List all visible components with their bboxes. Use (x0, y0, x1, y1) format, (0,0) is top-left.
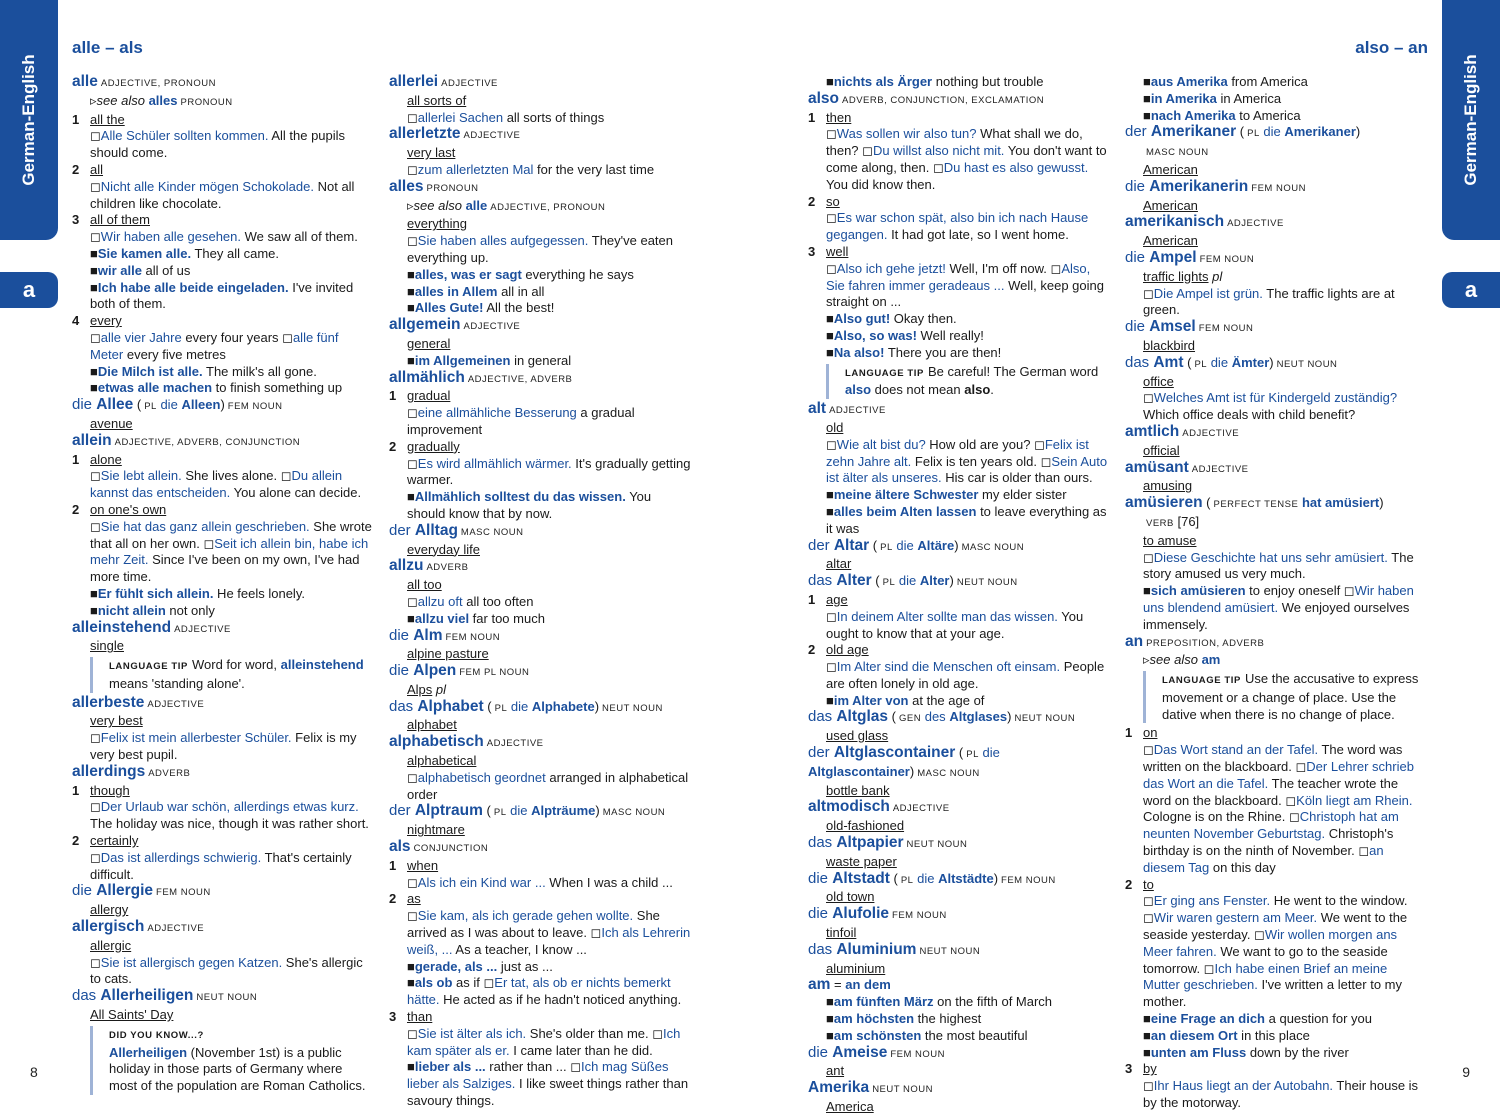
dictionary-line: ◻Wir haben alle gesehen. We saw all of them. (90, 229, 358, 245)
dictionary-line: ■Alles Gute! All the best! (407, 300, 555, 316)
dictionary-line: ◻Der Urlaub war schön, allerdings etwas kurz. The holiday was nice, though it was rather short. (90, 799, 369, 832)
dictionary-line: ◻Es war schon spät, also bin ich nach Hause gegangen. It had got late, so I went home. (826, 210, 1089, 243)
dictionary-line: das Altglas ( GEN des Altglases) NEUT NOUN (808, 708, 1076, 726)
dictionary-line: ◻Als ich ein Kind war ... When I was a child ... (407, 874, 673, 890)
dictionary-line: 2 gradually (389, 438, 460, 454)
dictionary-line: ◻Ihr Haus liegt an der Autobahn. Their house is by the motorway. (1143, 1078, 1419, 1111)
dictionary-line: 4 every (72, 313, 122, 329)
dictionary-line: ■in Amerika in America (1143, 90, 1282, 106)
dictionary-line: American (1143, 161, 1198, 177)
dictionary-line: ◻allerlei Sachen all sorts of things (407, 109, 605, 125)
dictionary-line: 1 alone (72, 451, 122, 467)
side-tab-label: German-English (1461, 54, 1480, 186)
dictionary-line: aluminium (826, 960, 886, 976)
dictionary-line: die Alpen FEM PL NOUN (389, 662, 530, 680)
dictionary-column-4 (1125, 74, 1427, 1111)
dictionary-line: LANGUAGE TIP Be careful! The German word also does not mean also. (808, 364, 1110, 400)
dictionary-line: ◻Felix ist mein allerbester Schüler. Felix is my very best pupil. (90, 730, 357, 763)
dictionary-line: all sorts of (407, 92, 467, 108)
dictionary-line: ■allzu viel far too much (407, 610, 545, 626)
dictionary-line: ◻alle vier Jahre every four years ◻alle fünf Meter every five metres (90, 329, 339, 362)
dictionary-line: ■Na also! There you are then! (826, 344, 1002, 360)
dictionary-line: 1 though (72, 782, 130, 798)
dictionary-line: ◻Sie ist allergisch gegen Katzen. She's allergic to cats. (90, 954, 363, 987)
dictionary-line: ◻Es wird allmählich wärmer. It's gradually getting warmer. (407, 455, 691, 488)
dictionary-line: allergy (90, 902, 129, 918)
dictionary-line: old-fashioned (826, 818, 905, 834)
dictionary-line: die Alufolie FEM NOUN (808, 905, 947, 923)
dictionary-line: ◻allzu oft all too often (407, 593, 534, 609)
dictionary-line: das Alter ( PL die Alter) NEUT NOUN (808, 572, 1018, 590)
dictionary-line: ▹see also am (1143, 652, 1221, 668)
dictionary-line: ◻In deinem Alter sollte man das wissen. You ought to know that at your age. (826, 608, 1084, 641)
dictionary-line: das Amt ( PL die Ämter) NEUT NOUN (1125, 353, 1338, 371)
dictionary-line: 2 as (389, 891, 421, 907)
dictionary-line: ■etwas alle machen to finish something up (90, 380, 343, 396)
dictionary-line: die Allee ( PL die Alleen) FEM NOUN (72, 396, 283, 414)
dictionary-line: America (826, 1099, 874, 1115)
dictionary-line: ■am höchsten the highest (826, 1011, 982, 1027)
dictionary-line: to amuse (1143, 532, 1197, 548)
dictionary-line: ◻Das ist allerdings schwierig. That's certainly difficult. (90, 849, 352, 882)
dictionary-line: 2 certainly (72, 833, 139, 849)
dictionary-line: 3 all of them (72, 212, 150, 228)
dictionary-line: amerikanisch ADJECTIVE (1125, 213, 1284, 231)
dictionary-line: everything (407, 216, 467, 232)
dictionary-line: 1 all the (72, 111, 125, 127)
page-number-right: 9 (1462, 1064, 1470, 1080)
dictionary-line: ◻Was sollen wir also tun? What shall we do, then? ◻Du willst also nicht mit. You don't want to come along, then. ◻Du hast es also gewusst. You did know then. (826, 126, 1107, 192)
dictionary-line: 3 well (808, 243, 849, 259)
dictionary-line: VERB [76] (1146, 513, 1200, 529)
side-tab-label: German-English (19, 54, 38, 186)
dictionary-line: official (1143, 442, 1180, 458)
dictionary-line: alleinstehend ADJECTIVE (72, 618, 231, 636)
dictionary-line: Alps pl (407, 681, 447, 697)
dictionary-line: ■alles, was er sagt everything he says (407, 266, 634, 282)
dictionary-line: ■nichts als Ärger nothing but trouble (826, 74, 1044, 89)
dictionary-line: allergic (90, 937, 132, 953)
dictionary-line: an PREPOSITION, ADVERB (1125, 632, 1265, 650)
dictionary-line: also ADVERB, CONJUNCTION, EXCLAMATION (808, 89, 1045, 107)
letter-tab-right: a (1442, 272, 1500, 308)
dictionary-line: alles PRONOUN (389, 177, 479, 195)
dictionary-line: very last (407, 145, 456, 161)
dictionary-line: tinfoil (826, 925, 857, 941)
dictionary-line: allerdings ADVERB (72, 762, 191, 780)
dictionary-line: ◻Sie lebt allein. She lives alone. ◻Du allein kannst das entscheiden. You alone can decide. (90, 468, 362, 501)
dictionary-line: ▹see also alle ADJECTIVE, PRONOUN (407, 197, 606, 213)
dictionary-line: MASC NOUN (1146, 147, 1209, 159)
dictionary-line: LANGUAGE TIP Word for word, alleinstehend means 'standing alone'. (72, 657, 374, 693)
dictionary-line: used glass (826, 728, 889, 744)
dictionary-line: American (1143, 233, 1198, 249)
dictionary-line: LANGUAGE TIP Use the accusative to express movement or a change of place. Use the dative when there is no change of place. (1125, 671, 1427, 723)
dictionary-line: 2 all (72, 161, 104, 177)
dictionary-line: ◻Sie haben alles aufgegessen. They've eaten everything up. (407, 233, 674, 265)
dictionary-line: 3 by (1125, 1061, 1157, 1077)
dictionary-line: alle ADJECTIVE, PRONOUN (72, 73, 216, 90)
dictionary-line: alpine pasture (407, 646, 489, 662)
dictionary-line: everyday life (407, 541, 480, 557)
dictionary-line: der Alptraum ( PL die Alpträume) MASC NOUN (389, 802, 666, 820)
dictionary-line: ■im Allgemeinen in general (407, 352, 572, 368)
dictionary-line: ◻Wie alt bist du? How old are you? ◻Felix ist zehn Jahre alt. Felix is ten years old. ◻Sein Auto ist älter als unseres. His car is older than ours. (826, 436, 1108, 486)
dictionary-line: 2 on one's own (72, 501, 167, 517)
dictionary-line: general (407, 335, 451, 351)
dictionary-line: das Alphabet ( PL die Alphabete) NEUT NOUN (389, 697, 663, 715)
dictionary-line: der Amerikaner ( PL die Amerikaner) (1125, 123, 1361, 141)
dictionary-column-1 (72, 73, 374, 1094)
dictionary-line: ■Also gut! Okay then. (826, 311, 957, 327)
dictionary-line: allmählich ADJECTIVE, ADVERB (389, 368, 573, 386)
dictionary-line: der Alltag MASC NOUN (389, 521, 524, 539)
dictionary-line: ■nicht allein not only (90, 602, 215, 618)
dictionary-line: 3 than (389, 1009, 433, 1025)
dictionary-line: ◻Sie kam, als ich gerade gehen wollte. She arrived as I was about to leave. ◻Ich als Lehrerin weiß, ... As a teacher, I know ... (407, 908, 691, 957)
dictionary-line: das Aluminium NEUT NOUN (808, 940, 981, 958)
dictionary-line: ◻Nicht alle Kinder mögen Schokolade. Not all children like chocolate. (90, 178, 355, 211)
dictionary-line: ◻zum allerletzten Mal for the very last time (407, 161, 655, 177)
dictionary-line: der Altglascontainer ( PL die Altglascontainer) MASC NOUN (808, 744, 1000, 779)
dictionary-line: ◻Er ging ans Fenster. He went to the window. ◻Wir waren gestern am Meer. We went to the seaside yesterday. ◻Wir wollen morgen ans Meer fahren. We want to go to the seaside tomorrow. ◻Ich habe einen Brief an meine Mutter geschrieben. I've written a letter to my mother. (1143, 893, 1408, 1010)
letter-tab-left: a (0, 272, 58, 308)
dictionary-line: allerlei ADJECTIVE (389, 73, 498, 90)
dictionary-line: die Ampel FEM NOUN (1125, 248, 1255, 266)
dictionary-column-3 (808, 74, 1110, 1115)
dictionary-line: ◻Alle Schüler sollten kommen. All the pupils should come. (90, 128, 346, 161)
dictionary-line: ◻Im Alter sind die Menschen oft einsam. People are often lonely in old age. (826, 659, 1105, 691)
dictionary-line: Amerika NEUT NOUN (808, 1079, 933, 1097)
dictionary-line: altar (826, 556, 852, 572)
dictionary-line: ■alles beim Alten lassen to leave everything as it was (826, 503, 1107, 536)
dictionary-line: alt ADJECTIVE (808, 400, 886, 418)
dictionary-line: altmodisch ADJECTIVE (808, 798, 950, 816)
dictionary-line: ◻Sie ist älter als ich. She's older than me. ◻Ich kam später als er. I came later than he did. (407, 1025, 681, 1058)
dictionary-line: ■Er fühlt sich allein. He feels lonely. (90, 585, 305, 601)
dictionary-line: ◻Die Ampel ist grün. The traffic lights are at green. (1143, 285, 1395, 318)
running-head-right: also – an (1355, 38, 1428, 57)
dictionary-line: ■alles in Allem all in all (407, 283, 545, 299)
dictionary-line: ■Sie kamen alle. They all came. (90, 245, 280, 261)
dictionary-line: nightmare (407, 822, 465, 838)
dictionary-line: als CONJUNCTION (389, 838, 489, 856)
dictionary-line: waste paper (826, 853, 897, 869)
dictionary-line: ■lieber als ... rather than ... ◻Ich mag Süßes lieber als Salziges. I like sweet things rather than savoury things. (407, 1059, 689, 1109)
dictionary-line: ◻Diese Geschichte hat uns sehr amüsiert. The story amused us very much. (1143, 549, 1414, 582)
dictionary-line: die Amerikanerin FEM NOUN (1125, 177, 1306, 195)
dictionary-line: ◻Welches Amt ist für Kindergeld zuständig? Which office deals with child benefit? (1143, 390, 1398, 423)
dictionary-line: am = an dem (808, 976, 891, 994)
dictionary-line: avenue (90, 415, 133, 431)
dictionary-line: ant (826, 1063, 845, 1079)
dictionary-line: ■Die Milch ist alle. The milk's all gone. (90, 363, 317, 379)
dictionary-line: alphabetisch ADJECTIVE (389, 733, 544, 751)
dictionary-line: office (1143, 373, 1174, 389)
dictionary-line: ■Allmählich solltest du das wissen. You should know that by now. (407, 489, 652, 521)
dictionary-line: das Altpapier NEUT NOUN (808, 834, 968, 852)
dictionary-line: ■als ob as if ◻Er tat, als ob er nichts bemerkt hätte. He acted as if he hadn't noticed anything. (407, 975, 682, 1008)
dictionary-line: DID YOU KNOW...? Allerheiligen (November 1st) is a public holiday in those parts of Germany where most of the population are Roman Catholics. (72, 1026, 374, 1095)
dictionary-line: die Amsel FEM NOUN (1125, 318, 1254, 336)
dictionary-line: der Altar ( PL die Altäre) MASC NOUN (808, 536, 1025, 554)
dictionary-line: ■gerade, als ... just as ... (407, 958, 553, 974)
dictionary-line: amusing (1143, 478, 1193, 494)
dictionary-line: very best (90, 713, 143, 729)
dictionary-line: single (90, 638, 124, 654)
dictionary-line: 1 gradual (389, 388, 451, 404)
dictionary-column-2 (389, 73, 691, 1109)
dictionary-line: ■sich amüsieren to enjoy oneself ◻Wir haben uns blendend amüsiert. We enjoyed ourselves immensely. (1143, 583, 1414, 632)
dictionary-line: die Allergie FEM NOUN (72, 882, 211, 900)
dictionary-line: ■wir alle all of us (90, 262, 191, 278)
dictionary-line: alphabet (407, 717, 457, 733)
dictionary-line: allerletzte ADJECTIVE (389, 125, 521, 143)
dictionary-line: ■aus Amerika from America (1143, 74, 1308, 89)
dictionary-line: ■unten am Fluss down by the river (1143, 1044, 1349, 1060)
dictionary-line: 2 so (808, 193, 840, 209)
dictionary-line: American (1143, 197, 1198, 213)
dictionary-line: 1 when (389, 857, 439, 873)
side-tab-right (1442, 0, 1500, 240)
dictionary-line: die Alm FEM NOUN (389, 626, 501, 644)
dictionary-line: bottle bank (826, 782, 890, 798)
dictionary-line: ■an diesem Ort in this place (1143, 1027, 1310, 1043)
dictionary-line: ▹see also alles PRONOUN (90, 92, 233, 108)
dictionary-line: ◻eine allmähliche Besserung a gradual improvement (407, 405, 635, 437)
dictionary-line: das Allerheiligen NEUT NOUN (72, 987, 258, 1005)
dictionary-line: allgemein ADJECTIVE (389, 316, 521, 334)
dictionary-line: amtlich ADJECTIVE (1125, 422, 1240, 440)
dictionary-line: old town (826, 889, 875, 905)
dictionary-line: all too (407, 577, 442, 593)
running-head-left: alle – als (72, 38, 143, 57)
dictionary-line: ◻Sie hat das ganz allein geschrieben. She wrote that all on her own. ◻Seit ich allein bin, habe ich mehr Zeit. Since I've been on my own, I've had more time. (90, 518, 372, 585)
dictionary-line: amüsieren ( PERFECT TENSE hat amüsiert) (1125, 494, 1384, 512)
dictionary-line: old (826, 419, 844, 435)
dictionary-line: ◻alphabetisch geordnet arranged in alphabetical order (407, 769, 689, 802)
dictionary-line: die Altstadt ( PL die Altstädte) FEM NOUN (808, 869, 1056, 887)
dictionary-line: ■am fünften März on the fifth of March (826, 994, 1053, 1010)
dictionary-line: allzu ADVERB (389, 557, 469, 575)
dictionary-line: amüsant ADJECTIVE (1125, 458, 1249, 476)
dictionary-line: 1 on (1125, 725, 1158, 741)
dictionary-line: 2 to (1125, 876, 1154, 892)
dictionary-line: allergisch ADJECTIVE (72, 918, 205, 936)
dictionary-line: ■am schönsten the most beautiful (826, 1027, 1028, 1043)
dictionary-line: ■nach Amerika to America (1143, 107, 1301, 123)
dictionary-line: ■im Alter von at the age of (826, 692, 985, 708)
dictionary-line: alphabetical (407, 753, 477, 769)
dictionary-line: ■meine ältere Schwester my elder sister (826, 487, 1067, 503)
dictionary-line: traffic lights pl (1143, 268, 1223, 284)
dictionary-line: All Saints' Day (90, 1007, 174, 1023)
dictionary-line: allerbeste ADJECTIVE (72, 693, 205, 711)
dictionary-line: 2 old age (808, 642, 869, 658)
page-number-left: 8 (30, 1064, 38, 1080)
dictionary-line: ■Also, so was! Well really! (826, 327, 984, 343)
side-tab-left (0, 0, 58, 240)
dictionary-line: ◻Also ich gehe jetzt! Well, I'm off now. ◻Also, Sie fahren immer geradeaus ... Well, keep going straight on ... (826, 260, 1104, 310)
dictionary-line: die Ameise FEM NOUN (808, 1043, 946, 1061)
dictionary-line: ◻Das Wort stand an der Tafel. The word was written on the blackboard. ◻Der Lehrer schrieb das Wort an die Tafel. The teacher wrote the word on the blackboard. ◻Köln liegt am Rhein. Cologne is on the Rhine. ◻Christoph hat am neunten November Geburtstag. Christoph's birthday is on the ninth of November. ◻an diesem Tag on this day (1143, 742, 1414, 875)
dictionary-line: ■eine Frage an dich a question for you (1143, 1011, 1372, 1027)
dictionary-line: 1 then (808, 109, 852, 125)
dictionary-line: blackbird (1143, 337, 1196, 353)
dictionary-line: allein ADJECTIVE, ADVERB, CONJUNCTION (72, 431, 301, 449)
dictionary-line: ■Ich habe alle beide eingeladen. I've invited both of them. (90, 279, 354, 312)
dictionary-line: 1 age (808, 591, 848, 607)
